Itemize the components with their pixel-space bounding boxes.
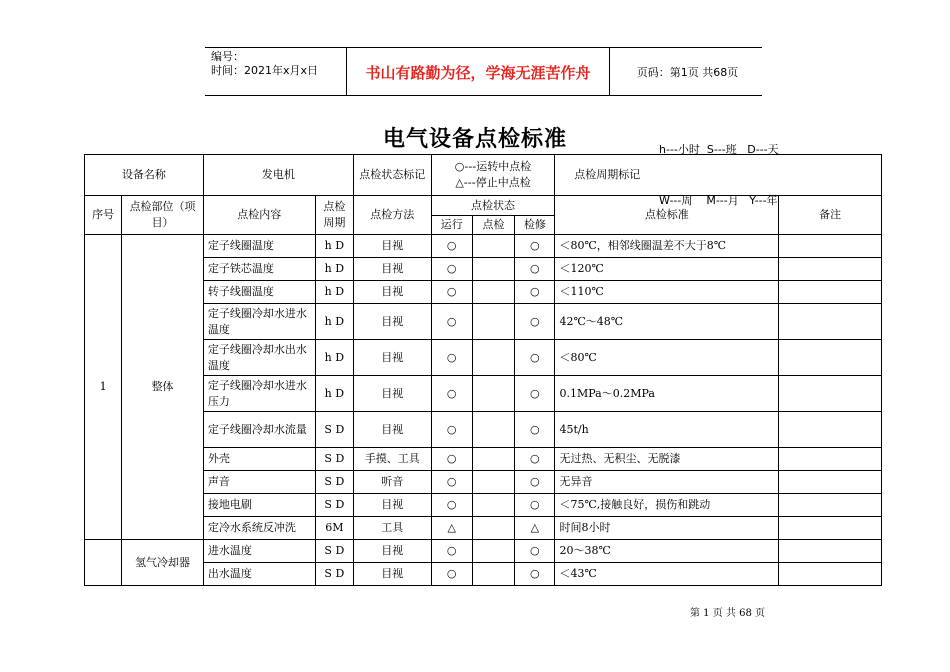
header-page-info: 页码：第1页 共68页 [636, 66, 739, 79]
item-method: 目视 [353, 258, 431, 281]
item-status-maintenance: ○ [515, 304, 555, 340]
item-status-check [472, 258, 514, 281]
table-row [85, 376, 882, 412]
table-row [85, 412, 882, 448]
column-header-check: 点检 [472, 216, 514, 235]
item-status-running: ○ [431, 563, 472, 586]
item-content: 定冷水系统反冲洗 [203, 517, 315, 540]
column-header-seq: 序号 [85, 196, 122, 235]
table-row [85, 471, 882, 494]
table-row [85, 540, 882, 563]
item-period: 6M [315, 517, 353, 540]
table-row [85, 494, 882, 517]
item-content: 定子线圈冷却水出水温度 [203, 340, 315, 376]
item-status-maintenance: ○ [515, 471, 555, 494]
status-mark-label: 点检状态标记 [353, 155, 431, 196]
item-status-maintenance: ○ [515, 376, 555, 412]
item-remark [779, 540, 882, 563]
item-status-running: ○ [431, 540, 472, 563]
item-status-running: ○ [431, 258, 472, 281]
item-standard: 45t/h [555, 412, 779, 448]
item-status-running: ○ [431, 471, 472, 494]
document-time: 时间：2021年x月x日 [211, 64, 319, 77]
column-header-content: 点检内容 [203, 196, 315, 235]
table-row [85, 563, 882, 586]
column-header-running: 运行 [431, 216, 472, 235]
item-status-check [472, 235, 514, 258]
header-motto: 书山有路勤为径，学海无涯苦作舟 [365, 64, 591, 82]
table-row [85, 340, 882, 376]
item-method: 目视 [353, 304, 431, 340]
item-status-running: ○ [431, 304, 472, 340]
header-meta [211, 50, 318, 78]
item-period: S D [315, 412, 353, 448]
item-remark [779, 563, 882, 586]
item-status-check [472, 517, 514, 540]
item-status-maintenance: ○ [515, 412, 555, 448]
item-remark [779, 304, 882, 340]
item-content: 进水温度 [203, 540, 315, 563]
item-status-check [472, 448, 514, 471]
item-standard: 时间8小时 [555, 517, 779, 540]
item-content: 外壳 [203, 448, 315, 471]
item-status-maintenance: ○ [515, 494, 555, 517]
item-remark [779, 235, 882, 258]
item-status-running: ○ [431, 281, 472, 304]
item-status-check [472, 471, 514, 494]
row-seq: 1 [85, 235, 122, 540]
item-status-running: ○ [431, 376, 472, 412]
item-remark [779, 517, 882, 540]
item-status-running: ○ [431, 412, 472, 448]
item-period: S D [315, 563, 353, 586]
item-method: 目视 [353, 494, 431, 517]
document-title: 电气设备点检标准 [382, 127, 567, 152]
item-method: 手摸、工具 [353, 448, 431, 471]
equipment-name-value: 发电机 [203, 155, 353, 196]
item-status-check [472, 494, 514, 517]
item-standard: ＜120℃ [555, 258, 779, 281]
document-number-label: 编号： [211, 50, 244, 63]
item-content: 定子铁芯温度 [203, 258, 315, 281]
table-row [85, 258, 882, 281]
item-standard: 20～38℃ [555, 540, 779, 563]
table-row [85, 448, 882, 471]
item-method: 目视 [353, 340, 431, 376]
item-status-maintenance: ○ [515, 448, 555, 471]
item-method: 目视 [353, 376, 431, 412]
item-status-check [472, 304, 514, 340]
item-remark [779, 412, 882, 448]
period-legend-row: W---周 M---月 Y---年 [659, 194, 778, 207]
item-content: 出水温度 [203, 563, 315, 586]
item-remark [779, 376, 882, 412]
item-method: 目视 [353, 235, 431, 258]
item-standard: 0.1MPa～0.2MPa [555, 376, 779, 412]
header-bottom-rule [205, 95, 762, 96]
item-period: h D [315, 281, 353, 304]
table-row [85, 304, 882, 340]
table-row [85, 281, 882, 304]
item-method: 目视 [353, 281, 431, 304]
inspection-standard-table [84, 143, 882, 586]
item-status-maintenance: ○ [515, 258, 555, 281]
item-standard: 无过热、无积尘、无脱漆 [555, 448, 779, 471]
item-standard: ＜75℃,接触良好，损伤和跳动 [555, 494, 779, 517]
item-period: h D [315, 340, 353, 376]
item-content: 定子线圈冷却水流量 [203, 412, 315, 448]
item-method: 工具 [353, 517, 431, 540]
column-header-method: 点检方法 [353, 196, 431, 235]
item-method: 听音 [353, 471, 431, 494]
row-part: 氢气冷却器 [122, 540, 204, 586]
column-header-status-group: 点检状态 [431, 196, 555, 216]
page-header [205, 47, 762, 96]
item-status-running: ○ [431, 494, 472, 517]
item-period: S D [315, 540, 353, 563]
item-standard: ＜80℃，相邻线圈温差不大于8℃ [555, 235, 779, 258]
item-method: 目视 [353, 412, 431, 448]
status-stopped-mark: △---停止中点检 [455, 176, 531, 189]
item-status-running: ○ [431, 235, 472, 258]
item-content: 定子线圈冷却水进水压力 [203, 376, 315, 412]
item-period: h D [315, 235, 353, 258]
item-method: 目视 [353, 540, 431, 563]
column-header-period: 点检周期 [315, 196, 353, 235]
item-remark [779, 494, 882, 517]
item-status-maintenance: ○ [515, 563, 555, 586]
column-header-remark: 备注 [779, 196, 882, 235]
item-remark [779, 471, 882, 494]
item-period: S D [315, 494, 353, 517]
column-header-standard: 点检标准 [555, 196, 779, 235]
period-mark-label: 点检周期标记 [574, 168, 641, 181]
item-status-check [472, 340, 514, 376]
column-header-part: 点检部位（项目） [122, 196, 204, 235]
item-status-check [472, 376, 514, 412]
item-remark [779, 258, 882, 281]
status-mark-legend [431, 155, 555, 196]
item-status-running: ○ [431, 448, 472, 471]
table-row [85, 517, 882, 540]
item-standard: ＜43℃ [555, 563, 779, 586]
row-part: 整体 [122, 235, 204, 540]
meta-row [85, 155, 882, 196]
item-status-check [472, 281, 514, 304]
item-period: h D [315, 304, 353, 340]
period-legend-cell [555, 143, 779, 207]
item-period: S D [315, 471, 353, 494]
item-content: 声音 [203, 471, 315, 494]
item-status-check [472, 412, 514, 448]
header-divider [609, 47, 610, 96]
item-status-check [472, 540, 514, 563]
equipment-name-label: 设备名称 [85, 155, 204, 196]
item-standard: 无异音 [555, 471, 779, 494]
item-standard: ＜80℃ [555, 340, 779, 376]
item-status-maintenance: ○ [515, 235, 555, 258]
item-period: h D [315, 258, 353, 281]
item-period: h D [315, 376, 353, 412]
item-content: 定子线圈冷却水进水温度 [203, 304, 315, 340]
item-period: S D [315, 448, 353, 471]
item-status-check [472, 563, 514, 586]
item-content: 定子线圈温度 [203, 235, 315, 258]
item-status-maintenance: ○ [515, 540, 555, 563]
item-content: 接地电刷 [203, 494, 315, 517]
item-content: 转子线圈温度 [203, 281, 315, 304]
column-header-maintenance: 检修 [515, 216, 555, 235]
period-legend-overflow [779, 155, 882, 196]
status-running-mark: ○---运转中点检 [454, 160, 532, 173]
item-status-running: ○ [431, 340, 472, 376]
item-remark [779, 281, 882, 304]
page-footer: 第 1 页 共 68 页 [690, 608, 765, 619]
item-status-maintenance: ○ [515, 340, 555, 376]
item-standard: ＜110℃ [555, 281, 779, 304]
period-legend-row: h---小时 S---班 D---天 [659, 143, 779, 156]
item-status-maintenance: ○ [515, 281, 555, 304]
item-remark [779, 340, 882, 376]
row-seq [85, 540, 122, 586]
item-status-running: △ [431, 517, 472, 540]
item-remark [779, 448, 882, 471]
item-method: 目视 [353, 563, 431, 586]
item-status-maintenance: △ [515, 517, 555, 540]
item-standard: 42℃～48℃ [555, 304, 779, 340]
header-top-rule [205, 47, 762, 48]
